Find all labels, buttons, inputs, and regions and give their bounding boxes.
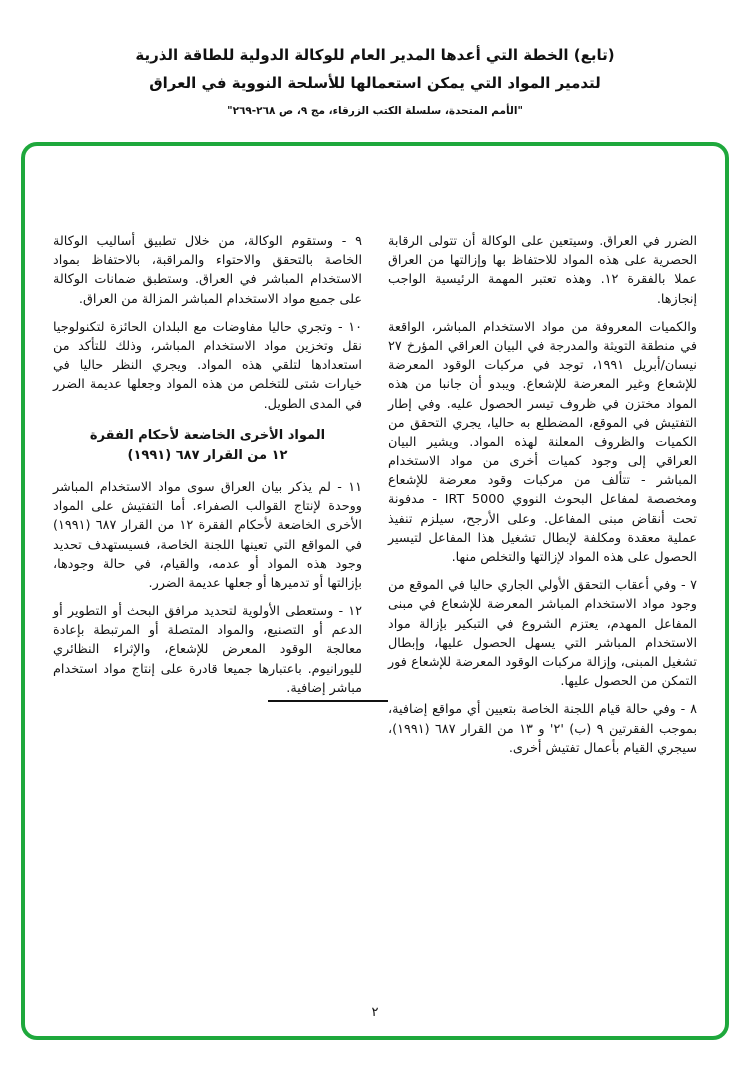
header-title-line-1: (تابع) الخطة التي أعدها المدير العام للوكالة الدولية للطاقة الذرية: [135, 46, 615, 64]
document-header: [0, 42, 750, 117]
text-columns: [53, 232, 697, 767]
end-separator-line: [268, 700, 388, 702]
paragraph-item-7: ٧ - وفي أعقاب التحقق الأولي الجاري حاليا في الموقع من وجود مواد الاستخدام المباشر المعرضة للإشعاع في مبنى المفاعل المهدم، يعتزم الشروع في التبكير بإزالة مواد الاستخدام المباشر التي يسهل الحصول عليها، وإبطال تشغيل المبنى، وإزالة مركبات الوقود المعرضة للإشعاع فور التمكن من الحصول عليها.: [388, 578, 697, 690]
page-border-frame: [21, 142, 729, 1040]
page-number: ٢: [371, 1005, 379, 1020]
section-heading: [53, 426, 362, 466]
header-title-line-2: لتدمير المواد التي يمكن استعمالها للأسلحة النووية في العراق: [149, 73, 601, 92]
paragraph-item-8: ٨ - وفي حالة قيام اللجنة الخاصة بتعيين أي مواقع إضافية، بموجب الفقرتين ٩ (ب) '٢' و ١٣ من القرار ٦٨٧ (١٩٩١)، سيجري القيام بأعمال تفتيش أخرى.: [388, 702, 698, 756]
paragraph-item-10: ١٠ - وتجري حاليا مفاوضات مع البلدان الحائزة لتكنولوجيا نقل وتخزين مواد الاستخدام المباشر، وذلك للتأكد من استعدادها لتلقي هذه المواد. ويجري النظر حاليا في خيارات شتى للتخلص من هذه المواد وجعلها عديمة الضرر في المدى الطويل.: [53, 319, 362, 412]
header-source-line: "الأمم المتحدة، سلسلة الكتب الزرقاء، مج ٩، ص ٢٦٨-٢٦٩": [227, 104, 523, 117]
paragraph-continuation: الضرر في العراق. وسيتعين على الوكالة أن تتولى الرقابة الحصرية على هذه المواد للاحتفاظ بها وإزالتها من العراق عملا بالفقرة ١٢. وهذه تعتبر المهمة الرئيسية الواجب إنجازها.: [388, 234, 697, 307]
column-left: [53, 232, 362, 767]
section-heading-line-2: ١٢ من القرار ٦٨٧ (١٩٩١): [127, 447, 288, 463]
section-heading-line-1: المواد الأخرى الخاضعة لأحكام الفقرة: [89, 427, 326, 443]
paragraph-item-11: ١١ - لم يذكر بيان العراق سوى مواد الاستخدام المباشر ووحدة لإنتاج القوالب الصفراء. أما التفتيش على المواد الأخرى الخاضعة لأحكام الفقرة ١٢ من القرار ٦٨٧ (١٩٩١) في المواقع التي تعينها اللجنة الخاصة، فسيستهدف تحديد وجود هذه المواد أو عدمه، والقيام، في حالة وجودها، بإزالتها أو تدميرها أو جعلها عديمة الضرر.: [53, 479, 362, 591]
paragraph-quantities: والكميات المعروفة من مواد الاستخدام المباشر، الواقعة في منطقة التويثة والمدرجة في البيان العراقي المؤرخ ٢٧ نيسان/أبريل ١٩٩١، توجد في مركبات الوقود المعرضة للإشعاع وغير المعرضة للإشعاع. ويبدو أن جانبا من هذه المواد مختزن في ظروف تيسر الحصول عليه. وفي إطار التفتيش في الموقع، المضطلع به حاليا، يجري التحقق من الكميات والظروف المعلنة لهذه المواد. ويشير البيان العراقي إلى وجود كميات أخرى من مواد الاستخدام المباشر - تتألف من مركبات وقود معرضة للإشعاع ومخصصة لمفاعل البحوث النووي IRT 5000 - مدفونة تحت أنقاض مبنى المفاعل. وعلى الأرجح، سيلزم تنفيذ عملية معقدة ومكلفة لإبطال تشغيل هذا المفاعل لتيسير الحصول على هذه المواد لإزالتها والتخلص منها.: [388, 319, 697, 565]
paragraph-item-9: ٩ - وستقوم الوكالة، من خلال تطبيق أساليب الوكالة الخاصة بالتحقق والاحتواء والمراقبة، بالاحتفاظ بمواد الاستخدام المباشر في العراق. وستطبق ضمانات الوكالة على جميع مواد الاستخدام المباشر المزالة من العراق.: [53, 234, 362, 307]
column-right: [388, 232, 697, 767]
paragraph-item-12: ١٢ - وستعطى الأولوية لتحديد مرافق البحث أو التطوير أو الدعم أو التصنيع، والمواد المتصلة أو المرتبطة بإعادة معالجة الوقود المعرض للإشعاع، والإثراء النظائري لليورانيوم. باعتبارها جميعا قادرة على إنتاج مواد استخدام مباشر إضافية.: [53, 604, 362, 696]
